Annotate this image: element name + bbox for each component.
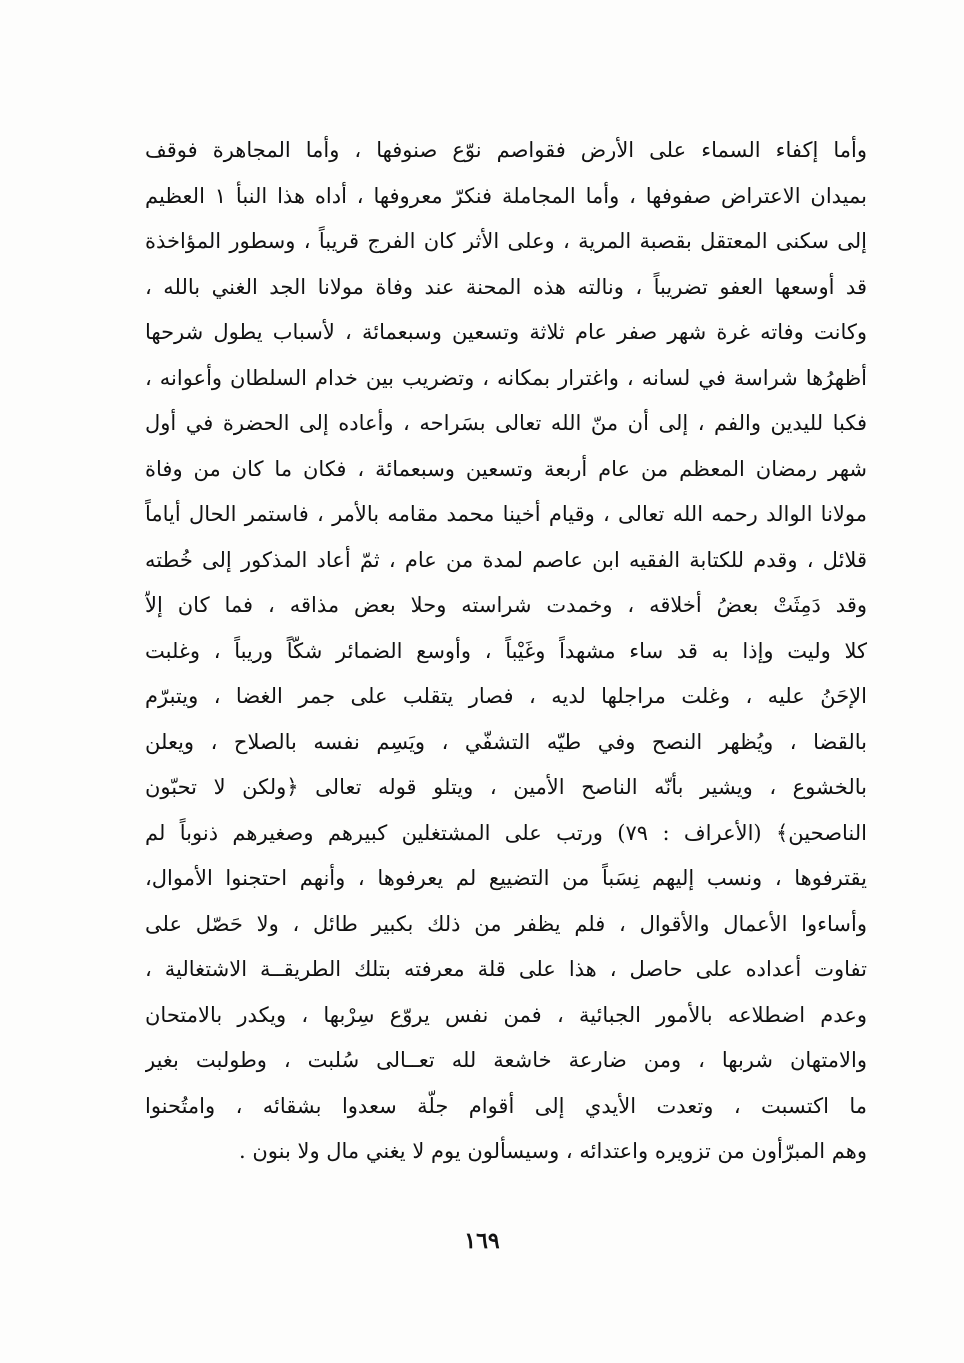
text-line: يقترفوها ، ونسب إليهم نِسَباً من التضييع لم يعرفوها ، وأنهم احتجنوا الأموال، [145,866,867,890]
text-line: بالخشوع ، ويشير بأنّه الناصح الأمين ، ويتلو قوله تعالى ﴿ولكن لا تحبّون [145,775,867,799]
text-line: كلا وليت وإذا به قد ساء مشهداً وغَيْباً ، وأوسع الضمائر شكّاً وريباً ، وغلبت [145,638,867,663]
text-line: بميدان الاعتراض صفوفها ، وأما المجاملة فنكرّ معروفها ، أداه هذا النبأ ١ العظيم [145,183,867,208]
text-line: قلائل ، وقدم للكتابة الفقيه ابن عاصم لمدة من عام ، ثمّ أعاد المذكور إلى خُطته [145,547,867,572]
text-line: إلى سكنى المعتقل بقصبة المرية ، وعلى الأثر كان الفرج قريباً ، وسطور المؤاخذة [145,229,867,253]
text-line: بالقضا ، ويُظهر النصح وفي طيّه التشفّي ، ويَسِم نفسه بالصلاح ، ويعلن [145,729,867,754]
text-line: الناصحين﴾ (الأعراف : ٧٩) ورتب على المشتغلين كبيرهم وصغيرهم ذنوباً لم [145,820,867,845]
text-line: أظهرُها شراسة في لسانه ، واغترار بمكانه ، وتضريب بين خدام السلطان وأعوانه ، [145,365,867,390]
text-line: مولانا الوالد رحمه الله تعالى ، وقيام أخينا محمد مقامه بالأمر ، فاستمر الحال أياماً [145,502,867,526]
text-line: وعدم اضطلاعه بالأمور الجبائية ، فمن نفس يروّع سِرْبها ، ويكدر بالامتحان [145,1002,867,1027]
text-line: ما اكتسبت ، وتعدت الأيدي إلى أقوام جلّة سعدوا بشقائه ، وامتُحنوا [145,1093,867,1118]
text-line: وأساءوا الأعمال والأقوال ، فلم يظفر من ذلك بكبير طائل ، ولا حَصّل على [145,911,867,936]
text-line: وكانت وفاته غرة شهر صفر عام ثلاثة وتسعين وسبعمائة ، لأسباب يطول شرحها [145,320,867,344]
body-text [145,128,867,1175]
text-line: وأما إكفاء السماء على الأرض فقواصم نوّع صنوفها ، وأما المجاهرة فوقف [145,138,867,162]
text-line: والامتهان شربها ، ومن ضارعة خاشعة لله تعــالى سُلبت ، وطولبت بغير [145,1048,867,1072]
text-line: وقد دَمِثَتْ بعضُ أخلاقه ، وخمدت شراسته وحلا بعض مذاقه ، فما كان إلاّ [145,593,867,617]
text-line: قد أوسعها العفو تضريباً ، ونالته هذه المحنة عند وفاة مولانا الجد الغني بالله ، [145,274,867,299]
page-number: ١٦٩ [464,1228,500,1254]
text-line: شهر رمضان المعظم من عام أربعة وتسعين وسبعمائة ، فكان ما كان من وفاة [145,456,867,481]
text-line: الإحَنُ عليه ، وغلت مراجلها لديه ، فصار يتقلب على جمر الغضا ، ويتبرّم [145,684,867,708]
text-line: وهم المبرّأون من تزويره واعتدائه ، وسيسألون يوم لا يغني مال ولا بنون . [238,1139,867,1163]
text-line: فكبا لليدين والفم ، إلى أن منّ الله تعالى بسَراحه ، وأعاده إلى الحضرة في أول [145,411,867,435]
text-line: تفاوت أعداده على حاصل ، هذا على قلة معرفته بتلك الطريقــة الاشتغالية ، [145,957,867,981]
